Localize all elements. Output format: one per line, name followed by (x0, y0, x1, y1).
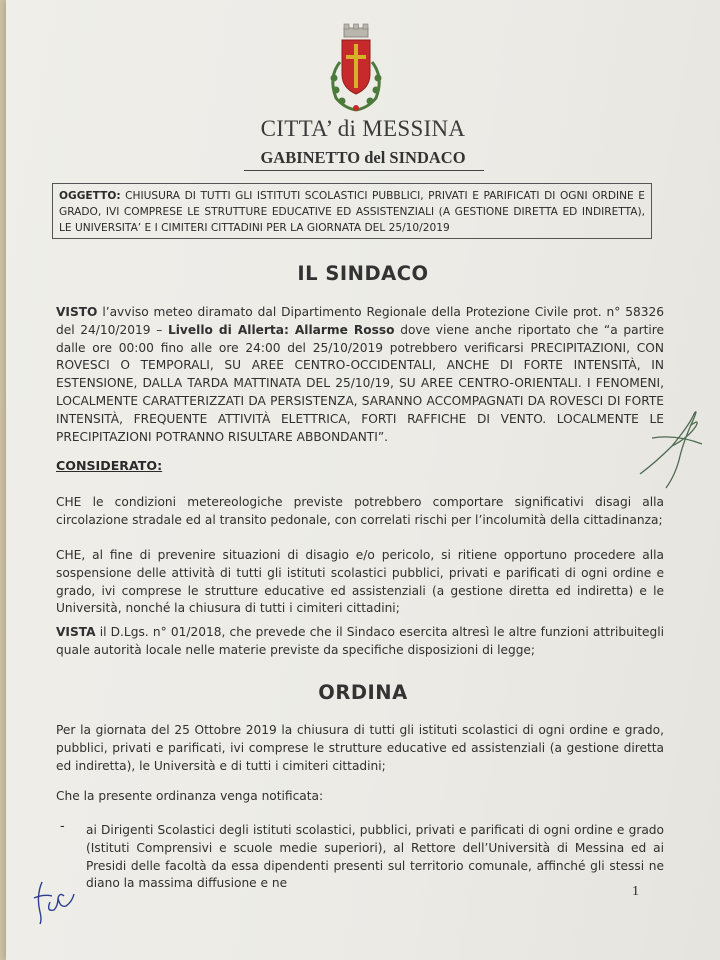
considerato-label: CONSIDERATO: (56, 458, 163, 473)
messina-coat-of-arms-icon (320, 22, 392, 114)
alert-level: Livello di Allerta: Allarme Rosso (167, 322, 395, 337)
visto-text-1: l’avviso meteo diramato dal Dipartimento Regionale della Protezione Civile prot. n° 58326 del 24/10/2019 – (56, 305, 664, 337)
subject-text: CHIUSURA DI TUTTI GLI ISTITUTI SCOLASTICI PUBBLICI, PRIVATI E PARIFICATI DI OGNI ORDINE E GRADO, IVI COMPRESE LE STRUTTURE EDUCATIVE ED ASSISTENZIALI (A GESTIONE DIRETTA ED INDIRETTA), LE UNIVERSITA’ E I CIMITERI CITTADINI PER LA GIORNATA DEL 25/10/2019 (59, 190, 645, 234)
section-title-ordina: ORDINA (318, 681, 408, 704)
notify-paragraph: Che la presente ordinanza venga notificata: (56, 789, 324, 803)
bullet-dash: - (60, 819, 65, 834)
section-title-il-sindaco: IL SINDACO (297, 262, 429, 285)
page-number: 1 (632, 884, 639, 899)
bottom-signature (28, 872, 84, 926)
subject-box (52, 183, 652, 239)
visto-label: VISTO (56, 305, 98, 319)
city-name: CITTA’ di MESSINA (260, 116, 466, 141)
che-paragraph-2: CHE, al fine di prevenire situazioni di disagio e/o pericolo, si ritiene opportuno procedere alla sospensione delle attività di tutti gli istituti scolastici pubblici, privati e parificati di ogni ordine e grado, ivi comprese le strutture educative ed assistenziali (a gestione diretta ed indiretta) e le Università, nonché la chiusura di tutti i cimiteri cittadini; (56, 548, 664, 616)
vista-label: VISTA (56, 625, 96, 639)
office-name: GABINETTO del SINDACO (260, 148, 466, 167)
subject-label: OGGETTO: (59, 190, 121, 202)
visto-text-2: dove viene anche riportato che “a partire dalle ore 00:00 fino alle ore 24:00 del 25/10/2019 potrebbero verificarsi PRECIPITAZIONI, CON ROVESCI O TEMPORALI, SU AREE CENTRO-OCCIDENTALI, ANCHE DI FORTE INTENSITÀ, IN ESTENSIONE, DALLA TARDA MATTINATA DEL 25/10/19, SU AREE CENTRO-ORIENTALI. I FENOMENI, LOCALMENTE CARATTERIZZATI DA PERSISTENZA, SARANNO ACCOMPAGNATI DA ROVESCI DI FORTE INTENSITÀ, FREQUENTE ATTIVITÀ ELETTRICA, FORTI RAFFICHE DI VENTO. LOCALMENTE LE PRECIPITAZIONI POTRANNO RISULTARE ABBONDANTI”. (56, 322, 664, 444)
bullet-paragraph: ai Dirigenti Scolastici degli istituti scolastici, pubblici, privati e parificati di ogni ordine e grado (Istituti Comprensivi e scuole medie superiori), al Rettore dell’Università di Messina ed ai Presidi delle facoltà da essa dipendenti presenti sul territorio comunale, affinché gli stessi ne diano la massima diffusione e ne (86, 823, 664, 891)
visto-paragraph (56, 304, 664, 446)
document-page (6, 0, 720, 960)
che-paragraph-1: CHE le condizioni metereologiche previste potrebbero comportare significativi disagi alla circolazione stradale ed al transito pedonale, con correlati rischi per l’incolumità della cittadinanza; (56, 495, 664, 527)
ordina-paragraph: Per la giornata del 25 Ottobre 2019 la chiusura di tutti gli istituti scolastici di ogni ordine e grado, pubblici, privati e parificati, ivi comprese le strutture educative ed assistenziali (a gestione diretta ed indiretta), le Università e di tutti i cimiteri cittadini; (56, 723, 664, 773)
vista-paragraph (56, 624, 664, 660)
vista-text: il D.Lgs. n° 01/2018, che prevede che il Sindaco esercita altresì le altre funzioni attribuitegli quale autorità locale nelle materie previste da specifiche disposizioni di legge; (56, 625, 664, 657)
office-underline (244, 170, 484, 171)
margin-initials-signature (632, 404, 712, 494)
